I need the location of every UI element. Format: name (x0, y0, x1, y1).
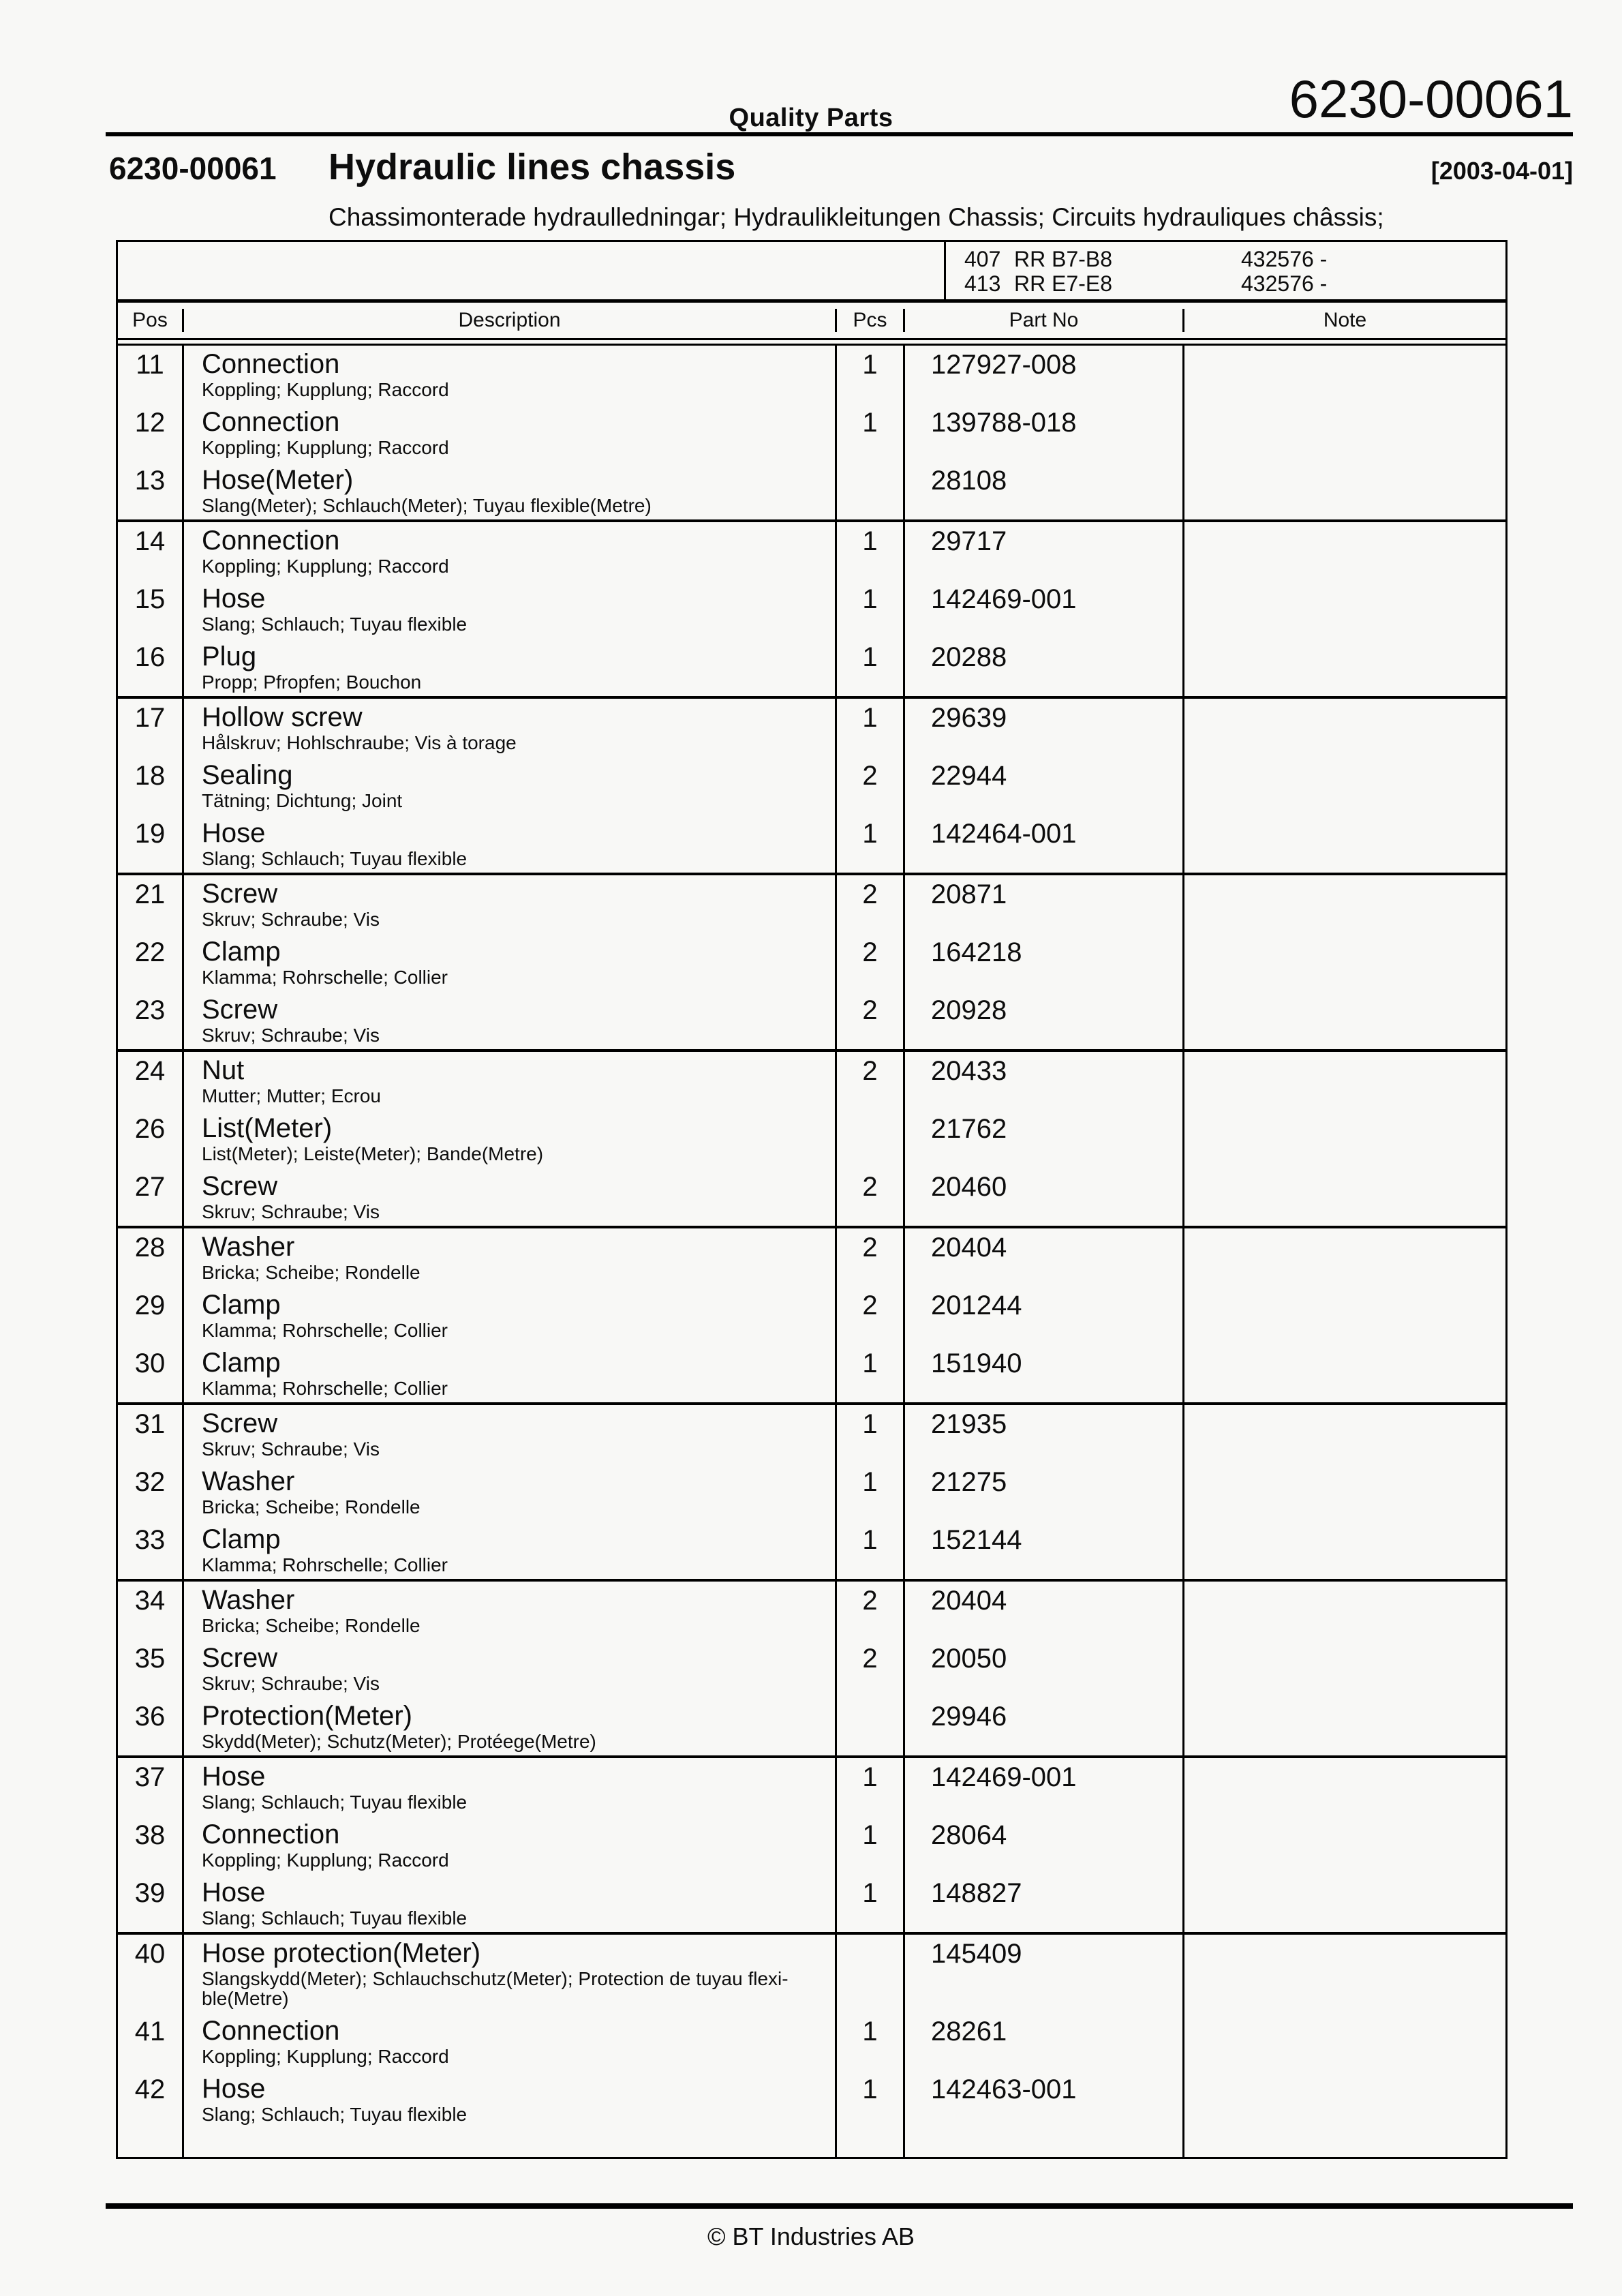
pos-cell: 27 (134, 1172, 166, 1202)
pcs-cell: 1 (835, 404, 903, 462)
partno-cell: 151940 (903, 1344, 1182, 1402)
description-cell (182, 991, 835, 1049)
description-lang: Koppling; Kupplung; Raccord (202, 1849, 449, 1871)
description-cell (182, 404, 835, 462)
description-main: Screw (202, 879, 278, 909)
partno-cell: 142469-001 (903, 1758, 1182, 1816)
pos-cell: 33 (134, 1525, 166, 1555)
note-cell (1182, 1697, 1505, 1755)
pcs-cell: 1 (835, 2070, 903, 2128)
part-row (118, 1816, 1505, 1874)
pcs-cell: 1 (835, 1344, 903, 1402)
partno-cell: 20460 (903, 1168, 1182, 1226)
note-cell (1182, 1228, 1505, 1286)
pcs-cell: 2 (835, 1168, 903, 1226)
description-main: Hose (202, 1762, 266, 1792)
description-lang: Slang; Schlauch; Tuyau flexible (202, 2104, 468, 2125)
partno-cell: 29639 (903, 699, 1182, 757)
pos-cell: 24 (134, 1056, 166, 1086)
model-name: RR E7-E8 (1014, 271, 1113, 296)
description-cell (182, 580, 835, 638)
description-main: Clamp (202, 1524, 281, 1554)
description-lang: Slang; Schlauch; Tuyau flexible (202, 1907, 468, 1929)
title-row (109, 146, 1573, 188)
part-group (118, 875, 1505, 1052)
page-title: Hydraulic lines chassis (328, 147, 736, 187)
pcs-cell: 1 (835, 1463, 903, 1521)
description-main: Hose (202, 818, 266, 848)
description-main: Connection (202, 2016, 340, 2046)
part-group (118, 1758, 1505, 1935)
note-cell (1182, 1052, 1505, 1110)
description-main: Washer (202, 1232, 295, 1262)
pos-cell: 21 (134, 879, 166, 909)
part-row (118, 991, 1505, 1049)
partno-cell: 29946 (903, 1697, 1182, 1755)
description-lang: Klamma; Rohrschelle; Collier (202, 1554, 448, 1575)
description-lang: Propp; Pfropfen; Bouchon (202, 671, 422, 693)
part-group (118, 1935, 1505, 2128)
description-cell (182, 1286, 835, 1344)
pos-cell: 41 (134, 2016, 166, 2046)
partno-cell: 29717 (903, 522, 1182, 580)
pos-cell: 19 (134, 819, 166, 849)
description-lang: Klamma; Rohrschelle; Collier (202, 967, 448, 988)
description-lang: Koppling; Kupplung; Raccord (202, 379, 449, 400)
part-row (118, 815, 1505, 873)
part-row (118, 1935, 1505, 2012)
pos-cell: 36 (134, 1702, 166, 1732)
description-lang: Skydd(Meter); Schutz(Meter); Protéege(Metre) (202, 1731, 596, 1752)
part-row (118, 1874, 1505, 1932)
pos-cell: 28 (134, 1233, 166, 1263)
partno-cell: 28108 (903, 462, 1182, 519)
parts-table (116, 240, 1508, 2159)
pos-cell: 22 (134, 937, 166, 967)
note-cell (1182, 1463, 1505, 1521)
description-cell (182, 1052, 835, 1110)
model-code: 413 (964, 271, 1001, 296)
note-cell (1182, 1758, 1505, 1816)
part-row (118, 1463, 1505, 1521)
description-cell (182, 1697, 835, 1755)
note-cell (1182, 346, 1505, 404)
partno-cell: 20928 (903, 991, 1182, 1049)
part-row (118, 1052, 1505, 1110)
pcs-cell: 1 (835, 1816, 903, 1874)
pcs-cell: 1 (835, 1405, 903, 1463)
pcs-cell (835, 1935, 903, 2012)
pos-cell: 39 (134, 1878, 166, 1908)
description-main: List(Meter) (202, 1113, 333, 1143)
footer-divider (106, 2203, 1573, 2209)
description-lang: Skruv; Schraube; Vis (202, 1025, 380, 1046)
description-lang: Koppling; Kupplung; Raccord (202, 2046, 449, 2067)
part-group (118, 699, 1505, 875)
description-main: Clamp (202, 1290, 281, 1320)
description-lang: Slang; Schlauch; Tuyau flexible (202, 1792, 468, 1813)
description-cell (182, 638, 835, 696)
pcs-cell: 2 (835, 1640, 903, 1697)
description-cell (182, 815, 835, 873)
title-document-number: 6230-00061 (109, 151, 277, 186)
partno-cell: 142463-001 (903, 2070, 1182, 2128)
description-main: Connection (202, 349, 340, 379)
pcs-cell: 2 (835, 1052, 903, 1110)
note-cell (1182, 933, 1505, 991)
column-header-part-no: Part No (903, 309, 1182, 332)
partno-cell: 22944 (903, 757, 1182, 815)
table-header-double-rule (118, 340, 1505, 346)
part-group (118, 522, 1505, 699)
note-cell (1182, 580, 1505, 638)
model-row (964, 247, 1327, 271)
part-row (118, 2012, 1505, 2070)
pos-cell: 32 (134, 1467, 166, 1497)
partno-cell: 152144 (903, 1521, 1182, 1579)
description-cell (182, 1228, 835, 1286)
description-cell (182, 2070, 835, 2128)
pos-cell: 29 (134, 1290, 166, 1320)
description-cell (182, 933, 835, 991)
note-cell (1182, 522, 1505, 580)
model-code: 407 (964, 247, 1001, 271)
pcs-cell: 2 (835, 1582, 903, 1640)
description-main: Protection(Meter) (202, 1701, 412, 1731)
note-cell (1182, 1405, 1505, 1463)
column-header-note: Note (1182, 309, 1505, 332)
pos-cell: 38 (134, 1820, 166, 1850)
note-cell (1182, 1935, 1505, 2012)
note-cell (1182, 1874, 1505, 1932)
part-row (118, 1405, 1505, 1463)
note-cell (1182, 699, 1505, 757)
pos-cell: 37 (134, 1762, 166, 1792)
parts-table-body (118, 346, 1505, 2128)
part-row (118, 1582, 1505, 1640)
table-header-row (118, 303, 1505, 340)
note-cell (1182, 1344, 1505, 1402)
note-cell (1182, 404, 1505, 462)
description-lang: Skruv; Schraube; Vis (202, 1438, 380, 1460)
description-lang: Bricka; Scheibe; Rondelle (202, 1496, 420, 1517)
description-lang: Klamma; Rohrschelle; Collier (202, 1378, 448, 1399)
brand-title: Quality Parts (729, 104, 893, 132)
description-main: Connection (202, 1819, 340, 1849)
pos-cell: 34 (134, 1586, 166, 1616)
description-lang: Koppling; Kupplung; Raccord (202, 556, 449, 577)
description-cell (182, 1758, 835, 1816)
pcs-cell: 1 (835, 638, 903, 696)
description-lang: Tätning; Dichtung; Joint (202, 790, 403, 811)
description-lang: Skruv; Schraube; Vis (202, 1201, 380, 1222)
model-row (964, 271, 1327, 296)
part-group (118, 346, 1505, 522)
note-cell (1182, 1521, 1505, 1579)
pos-cell: 12 (134, 408, 166, 438)
part-group (118, 1052, 1505, 1228)
model-serial-range: 432576 - (1241, 247, 1328, 271)
pcs-cell: 1 (835, 580, 903, 638)
part-row (118, 1521, 1505, 1579)
partno-cell: 142464-001 (903, 815, 1182, 873)
description-main: Hose (202, 584, 266, 614)
description-main: Plug (202, 641, 257, 671)
description-cell (182, 1816, 835, 1874)
pos-cell: 11 (136, 350, 164, 380)
pcs-cell (835, 1697, 903, 1755)
pcs-cell: 2 (835, 1228, 903, 1286)
description-cell (182, 1463, 835, 1521)
description-cell (182, 757, 835, 815)
part-row (118, 757, 1505, 815)
pos-cell: 13 (134, 466, 166, 496)
part-group (118, 1582, 1505, 1758)
model-serial-range: 432576 - (1241, 271, 1328, 296)
document-number-header: 6230-00061 (1289, 69, 1573, 129)
pos-cell: 26 (134, 1114, 166, 1144)
model-applicability-box (118, 242, 1505, 303)
partno-cell: 20404 (903, 1228, 1182, 1286)
part-row (118, 404, 1505, 462)
part-row (118, 638, 1505, 696)
description-main: Screw (202, 1171, 278, 1201)
description-lang: Slangskydd(Meter); Schlauchschutz(Meter); Protection de tuyau flexi-ble(Metre) (202, 1968, 789, 2009)
revision-date: [2003-04-01] (1430, 157, 1573, 185)
partno-cell: 142469-001 (903, 580, 1182, 638)
part-row (118, 462, 1505, 519)
description-cell (182, 1640, 835, 1697)
description-main: Clamp (202, 1348, 281, 1378)
description-main: Washer (202, 1466, 295, 1496)
description-lang: Slang; Schlauch; Tuyau flexible (202, 614, 468, 635)
pcs-cell: 1 (835, 1521, 903, 1579)
model-name: RR B7-B8 (1014, 247, 1113, 271)
description-lang: Skruv; Schraube; Vis (202, 909, 380, 930)
note-cell (1182, 638, 1505, 696)
pos-cell: 40 (134, 1939, 166, 1969)
pcs-cell: 2 (835, 991, 903, 1049)
description-cell (182, 346, 835, 404)
part-row (118, 346, 1505, 404)
description-cell (182, 1874, 835, 1932)
partno-cell: 28064 (903, 1816, 1182, 1874)
description-lang: List(Meter); Leiste(Meter); Bande(Metre) (202, 1143, 544, 1164)
description-lang: Bricka; Scheibe; Rondelle (202, 1262, 420, 1283)
pos-cell: 17 (134, 703, 166, 733)
column-header-pcs: Pcs (835, 309, 903, 332)
description-main: Washer (202, 1585, 295, 1615)
note-cell (1182, 1286, 1505, 1344)
column-header-description: Description (182, 309, 835, 332)
pcs-cell: 1 (835, 346, 903, 404)
description-main: Screw (202, 1643, 278, 1673)
description-main: Nut (202, 1055, 245, 1085)
partno-cell: 20404 (903, 1582, 1182, 1640)
description-lang: Koppling; Kupplung; Raccord (202, 437, 449, 458)
description-cell (182, 1405, 835, 1463)
partno-cell: 145409 (903, 1935, 1182, 2012)
note-cell (1182, 2012, 1505, 2070)
part-row (118, 1640, 1505, 1697)
part-row (118, 875, 1505, 933)
part-row (118, 522, 1505, 580)
partno-cell: 21275 (903, 1463, 1182, 1521)
partno-cell: 20288 (903, 638, 1182, 696)
part-group (118, 1405, 1505, 1582)
part-row (118, 1168, 1505, 1226)
table-bottom-padding (118, 2128, 1505, 2157)
pcs-cell: 2 (835, 757, 903, 815)
pos-cell: 31 (134, 1409, 166, 1439)
description-cell (182, 1582, 835, 1640)
title-translations: Chassimonterade hydraulledningar; Hydraulikleitungen Chassis; Circuits hydrauliques châssis; (328, 203, 1384, 231)
header-divider (106, 132, 1573, 136)
partno-cell: 28261 (903, 2012, 1182, 2070)
description-lang: Klamma; Rohrschelle; Collier (202, 1320, 448, 1341)
note-cell (1182, 462, 1505, 519)
description-cell (182, 1935, 835, 2012)
partno-cell: 20433 (903, 1052, 1182, 1110)
note-cell (1182, 991, 1505, 1049)
part-row (118, 1228, 1505, 1286)
pos-cell: 14 (134, 526, 166, 556)
part-row (118, 2070, 1505, 2128)
pcs-cell: 1 (835, 1874, 903, 1932)
part-row (118, 1110, 1505, 1168)
pos-cell: 42 (134, 2074, 166, 2104)
description-lang: Hålskruv; Hohlschraube; Vis à torage (202, 732, 517, 753)
description-cell (182, 699, 835, 757)
column-header-pos: Pos (132, 309, 168, 331)
pcs-cell: 2 (835, 1286, 903, 1344)
pcs-cell: 2 (835, 875, 903, 933)
description-main: Hose(Meter) (202, 465, 354, 495)
part-row (118, 699, 1505, 757)
note-cell (1182, 1110, 1505, 1168)
description-lang: Slang(Meter); Schlauch(Meter); Tuyau flexible(Metre) (202, 495, 652, 516)
description-main: Hollow screw (202, 702, 363, 732)
description-cell (182, 2012, 835, 2070)
model-list (964, 247, 1327, 296)
description-main: Connection (202, 526, 340, 556)
description-lang: Bricka; Scheibe; Rondelle (202, 1615, 420, 1636)
description-lang: Skruv; Schraube; Vis (202, 1673, 380, 1694)
note-cell (1182, 875, 1505, 933)
pos-cell: 23 (134, 995, 166, 1025)
partno-cell: 21762 (903, 1110, 1182, 1168)
note-cell (1182, 1816, 1505, 1874)
note-cell (1182, 815, 1505, 873)
description-cell (182, 1521, 835, 1579)
pos-cell: 18 (134, 761, 166, 791)
partno-cell: 164218 (903, 933, 1182, 991)
note-cell (1182, 1168, 1505, 1226)
model-box-divider (944, 242, 946, 299)
description-main: Connection (202, 407, 340, 437)
part-group (118, 1228, 1505, 1405)
pcs-cell (835, 462, 903, 519)
note-cell (1182, 1640, 1505, 1697)
note-cell (1182, 1582, 1505, 1640)
part-row (118, 933, 1505, 991)
partno-cell: 139788-018 (903, 404, 1182, 462)
note-cell (1182, 757, 1505, 815)
partno-cell: 21935 (903, 1405, 1182, 1463)
note-cell (1182, 2070, 1505, 2128)
partno-cell: 201244 (903, 1286, 1182, 1344)
part-row (118, 580, 1505, 638)
pcs-cell: 2 (835, 933, 903, 991)
copyright-notice: © BT Industries AB (707, 2222, 915, 2250)
pos-cell: 35 (134, 1644, 166, 1674)
partno-cell: 148827 (903, 1874, 1182, 1932)
pcs-cell (835, 1110, 903, 1168)
pos-cell: 30 (134, 1348, 166, 1378)
description-cell (182, 875, 835, 933)
description-main: Screw (202, 995, 278, 1025)
pcs-cell: 1 (835, 699, 903, 757)
description-cell (182, 1344, 835, 1402)
pcs-cell: 1 (835, 522, 903, 580)
part-row (118, 1697, 1505, 1755)
part-row (118, 1286, 1505, 1344)
description-main: Hose (202, 1877, 266, 1907)
description-cell (182, 462, 835, 519)
partno-cell: 20050 (903, 1640, 1182, 1697)
description-lang: Mutter; Mutter; Ecrou (202, 1085, 381, 1106)
description-main: Hose protection(Meter) (202, 1938, 481, 1968)
pos-cell: 15 (134, 584, 166, 614)
description-main: Clamp (202, 937, 281, 967)
description-cell (182, 522, 835, 580)
pos-cell: 16 (134, 642, 166, 672)
description-main: Sealing (202, 760, 293, 790)
pcs-cell: 1 (835, 2012, 903, 2070)
partno-cell: 20871 (903, 875, 1182, 933)
description-cell (182, 1168, 835, 1226)
description-main: Hose (202, 2074, 266, 2104)
pcs-cell: 1 (835, 1758, 903, 1816)
part-row (118, 1344, 1505, 1402)
description-main: Screw (202, 1408, 278, 1438)
part-row (118, 1758, 1505, 1816)
pcs-cell: 1 (835, 815, 903, 873)
partno-cell: 127927-008 (903, 346, 1182, 404)
description-lang: Slang; Schlauch; Tuyau flexible (202, 848, 468, 869)
description-cell (182, 1110, 835, 1168)
